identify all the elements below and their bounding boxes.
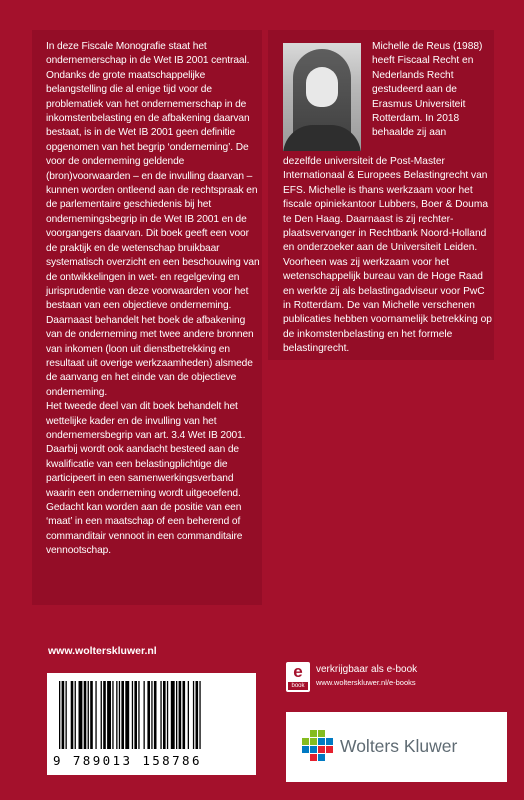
- book-description: [46, 40, 260, 559]
- publisher-name: Wolters Kluwer: [340, 736, 458, 756]
- description-paragraph-1: In deze Fiscale Monografie staat het ondernemerschap in de Wet IB 2001 centraal. Ondanks de grote maatschappelijke belangstelling die al enige tijd voor de problematiek van het ondernemerschap in de inkomstenbelasting en de afbakening daarvan bestaat, is in de Wet IB 2001 geen definitie opgenomen van het begrip ‘onderneming’. De voor de onderneming geldende (bron)voorwaarden – en de invulling daarvan – kunnen worden ontleend aan de rechtspraak en de parlementaire geschiedenis bij het ondernemingsbegrip in de Wet IB 2001 en de voorgangers daarvan. Dit boek geeft een voor de praktijk en de wetenschap bruikbaar systematisch overzicht en een beschouwing van de ontwikkelingen in wet- en regelgeving en jurisprudentie van deze voorwaarden voor het bestaan van een objectieve onderneming. Daarnaast behandelt het boek de afbakening van de onderneming met twee andere bronnen van inkomen (loon uit dienstbetrekking en resultaat uit overige werkzaamheden) alsmede de aanvang en het einde van de objectieve onderneming.: [46, 41, 260, 398]
- ebook-icon-caption: book: [288, 682, 308, 690]
- isbn-barcode: [47, 673, 256, 775]
- description-paragraph-2: Het tweede deel van dit boek behandelt het wettelijke kader en de invulling van het ondernemersbegrip van art. 3.4 Wet IB 2001. Daarbij wordt ook aandacht besteed aan de kwalificatie van een belastingplichtige die participeert in een samenwerkingsverband waarin een onderneming wordt uitgeoefend. Gedacht kan worden aan de positie van een ‘maat’ in een maatschap of een beherend of commanditair vennoot in een commanditaire vennootschap.: [46, 401, 246, 557]
- publisher-website[interactable]: www.wolterskluwer.nl: [48, 645, 157, 657]
- author-photo: [283, 43, 361, 151]
- isbn-number: 9 789013 158786: [53, 753, 202, 768]
- ebook-title: verkrijgbaar als e-book: [316, 664, 418, 675]
- author-bio-rest: dezelfde universiteit de Post-Master Internationaal & Europees Belastingrecht van EFS. Michelle is thans werkzaam voor het fiscale opiniekantoor Lubbers, Boer & Douma te Den Haag. Daarnaast is zij rechter-plaatsvervanger in Rechtbank Noord-Holland en onderzoeker aan de Universiteit Leiden. Voorheen was zij werkzaam voor het wetenschappelijk bureau van de Hoge Raad en werkte zij als belastingadviseur voor PwC in Rotterdam. De van Michelle verschenen publicaties hebben voornamelijk betrekking op de inkomstenbelasting en het formele belastingrecht.: [283, 156, 492, 355]
- ebook-icon: [286, 662, 310, 692]
- ebook-url[interactable]: www.wolterskluwer.nl/e-books: [316, 678, 416, 687]
- ebook-icon-letter: e: [293, 662, 303, 681]
- ebook-availability: [286, 662, 436, 694]
- author-bio-top: Michelle de Reus (1988) heeft Fiscaal Recht en Nederlands Recht gestudeerd aan de Erasmus Universiteit Rotterdam. In 2018 behaalde zij aan: [372, 41, 483, 139]
- publisher-logo-box: [286, 712, 507, 782]
- wolters-kluwer-logo-icon: [302, 730, 334, 762]
- barcode-icon: [57, 681, 247, 751]
